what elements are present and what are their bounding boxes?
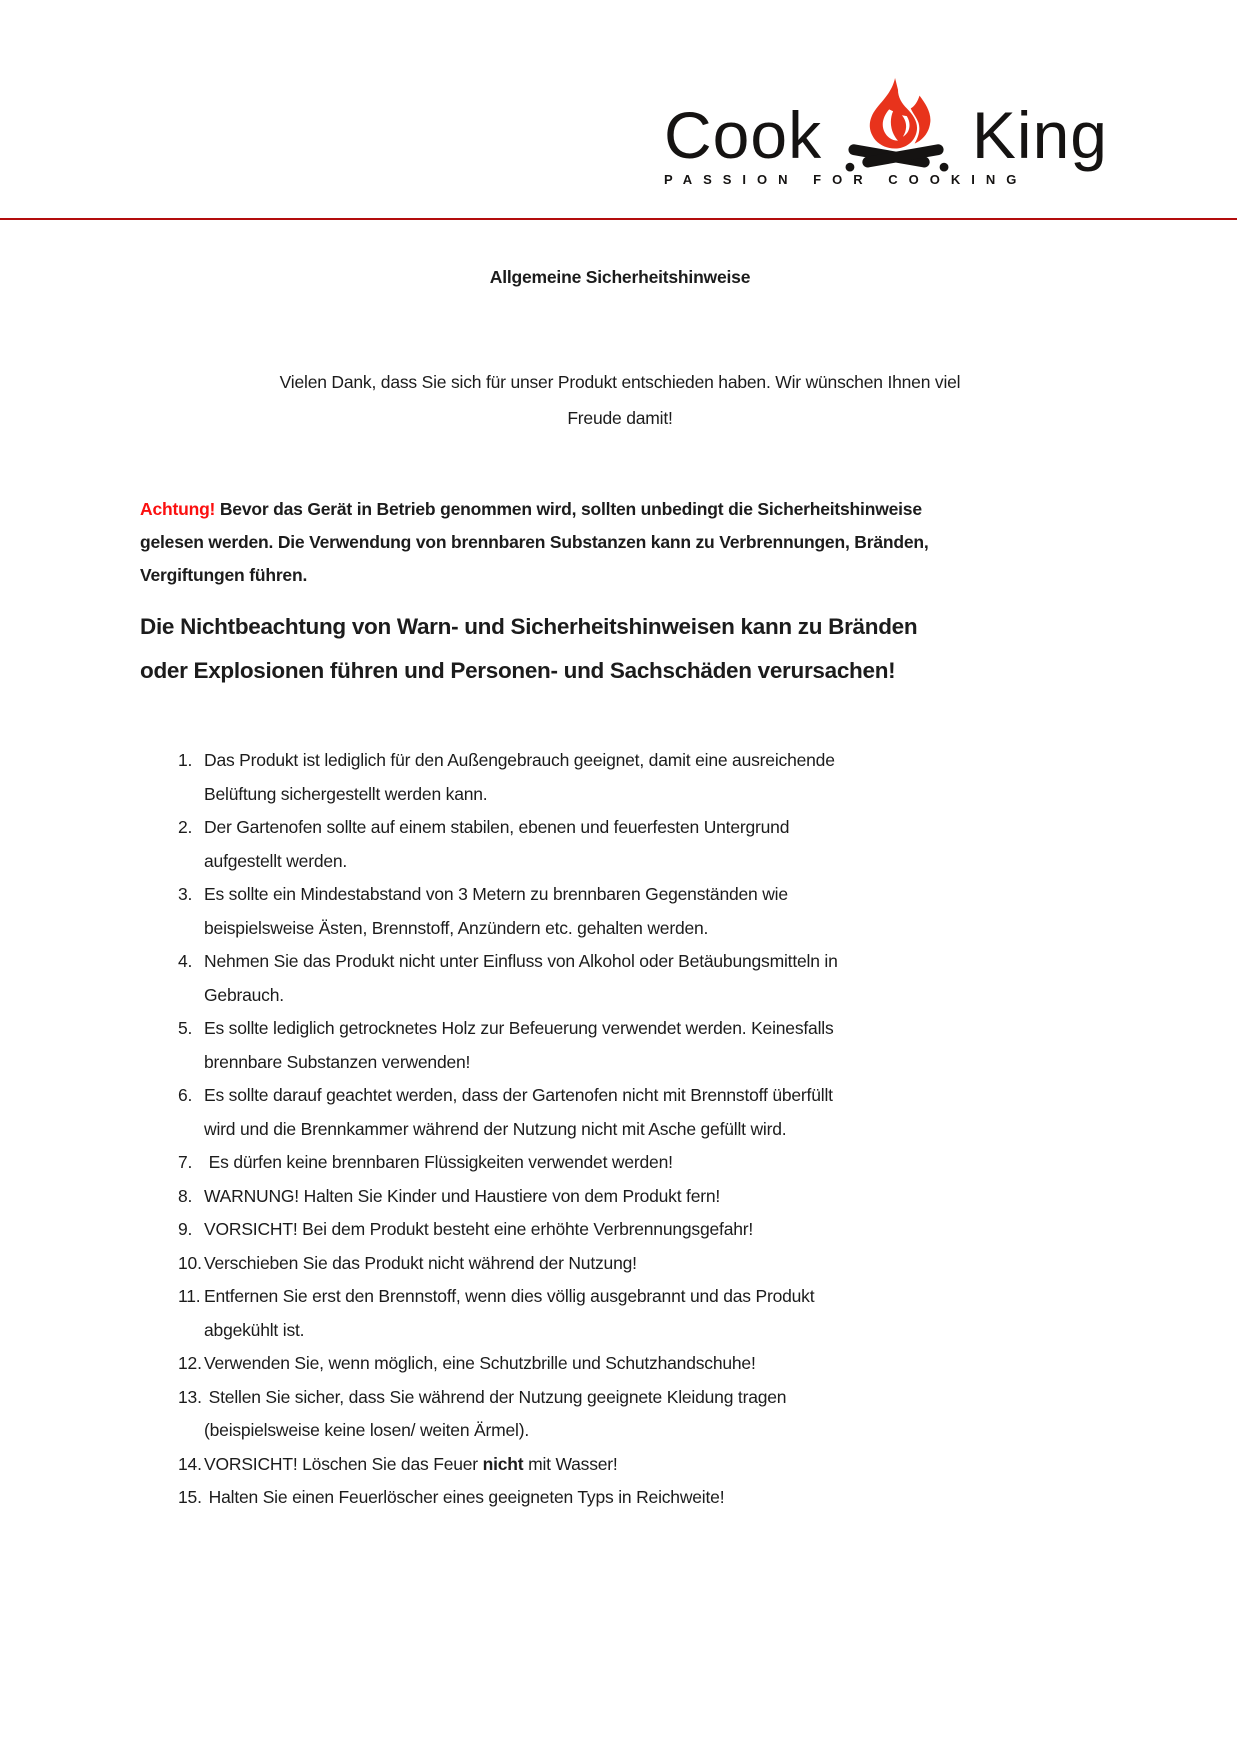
- safety-list: [140, 744, 1100, 1515]
- list-item-number: 13.: [178, 1386, 202, 1407]
- document-content: [140, 252, 1100, 1515]
- list-item: [178, 811, 1100, 878]
- list-item-number: 5.: [178, 1018, 193, 1038]
- list-item: [178, 1448, 1100, 1482]
- list-item-text: Entfernen Sie erst den Brennstoff, wenn dies völlig ausgebrannt und das Produkt abgekühlt ist.: [204, 1286, 815, 1340]
- list-item: [178, 1347, 1100, 1381]
- list-item-text: Halten Sie einen Feuerlöscher eines geeigneten Typs in Reichweite!: [204, 1487, 725, 1507]
- list-item-text: Der Gartenofen sollte auf einem stabilen, ebenen und feuerfesten Untergrund aufgestellt werden.: [204, 817, 790, 871]
- list-item-text: VORSICHT! Bei dem Produkt besteht eine erhöhte Verbrennungsgefahr!: [204, 1219, 754, 1239]
- list-item: [178, 878, 1100, 945]
- list-item-text: Es sollte lediglich getrocknetes Holz zur Befeuerung verwendet werden. Keinesfalls brennbare Substanzen verwenden!: [204, 1018, 834, 1072]
- page-title: Allgemeine Sicherheitshinweise: [489, 267, 751, 287]
- list-item-number: 4.: [178, 951, 193, 971]
- list-item-number: 1.: [178, 750, 193, 770]
- list-item: [178, 945, 1100, 1012]
- list-item-text: Verwenden Sie, wenn möglich, eine Schutzbrille und Schutzhandschuhe!: [204, 1353, 756, 1373]
- campfire-icon: [844, 76, 950, 174]
- list-item-number: 2.: [178, 817, 193, 837]
- list-item-text: VORSICHT! Löschen Sie das Feuer nicht mit Wasser!: [204, 1453, 618, 1474]
- intro-paragraph: Vielen Dank, dass Sie sich für unser Produkt entschieden haben. Wir wünschen Ihnen viel Freude damit!: [279, 372, 961, 428]
- list-item-number: 14.: [178, 1453, 202, 1474]
- list-item-number: 12.: [178, 1353, 202, 1373]
- list-item-number: 11.: [178, 1286, 201, 1306]
- bold-text-run: nicht: [482, 1453, 524, 1474]
- list-item-number: 10.: [178, 1252, 202, 1273]
- list-item-number: 9.: [178, 1219, 193, 1239]
- list-item: [178, 1180, 1100, 1214]
- warning-label: Achtung!: [140, 499, 216, 519]
- logo-word-cook: Cook: [664, 97, 823, 172]
- header-divider: [0, 218, 1237, 220]
- list-item-text: Nehmen Sie das Produkt nicht unter Einfluss von Alkohol oder Betäubungsmitteln in Gebrauch.: [204, 951, 838, 1005]
- list-item: [178, 1247, 1100, 1281]
- list-item-text: Es dürfen keine brennbaren Flüssigkeiten verwendet werden!: [204, 1152, 673, 1172]
- list-item: [178, 1381, 1100, 1448]
- list-item: [178, 1146, 1100, 1180]
- list-item-number: 7.: [178, 1152, 193, 1172]
- list-item-number: 15.: [178, 1487, 202, 1507]
- list-item-text: Verschieben Sie das Produkt nicht während der Nutzung!: [204, 1252, 637, 1273]
- list-item: [178, 1012, 1100, 1079]
- list-item-text: Stellen Sie sicher, dass Sie während der Nutzung geeignete Kleidung tragen (beispielsweise keine losen/ weiten Ärmel).: [204, 1386, 787, 1440]
- list-item-number: 3.: [178, 884, 193, 904]
- list-item: [178, 1079, 1100, 1146]
- list-item: [178, 1481, 1100, 1515]
- list-item: [178, 744, 1100, 811]
- warning-paragraph: Achtung! Bevor das Gerät in Betrieb genommen wird, sollten unbedingt die Sicherheitshinweise gelesen werden. Die Verwendung von brennbaren Substanzen kann zu Verbrennungen, Bränden, Vergiftungen führen.: [140, 499, 929, 585]
- list-item-text: Das Produkt ist lediglich für den Außengebrauch geeignet, damit eine ausreichende Belüftung sichergestellt werden kann.: [204, 750, 835, 804]
- headline: Die Nichtbeachtung von Warn- und Sicherheitshinweisen kann zu Bränden oder Explosionen führen und Personen- und Sachschäden verursachen!: [140, 614, 918, 683]
- list-item-number: 8.: [178, 1185, 193, 1206]
- list-item-text: Es sollte darauf geachtet werden, dass der Gartenofen nicht mit Brennstoff überfüllt wird und die Brennkammer während der Nutzung nicht mit Asche gefüllt wird.: [204, 1085, 833, 1139]
- list-item: [178, 1213, 1100, 1247]
- list-item-text: Es sollte ein Mindestabstand von 3 Metern zu brennbaren Gegenständen wie beispielsweise Ästen, Brennstoff, Anzündern etc. gehalten werden.: [204, 884, 788, 938]
- logo-tagline: PASSION FOR COOKING: [664, 172, 1028, 187]
- cookking-logo: [664, 72, 1108, 187]
- list-item-number: 6.: [178, 1085, 193, 1105]
- list-item-text: WARNUNG! Halten Sie Kinder und Haustiere von dem Produkt fern!: [204, 1185, 721, 1206]
- list-item: [178, 1280, 1100, 1347]
- logo-wordmark: [664, 72, 1108, 172]
- logo-word-king: King: [971, 97, 1108, 172]
